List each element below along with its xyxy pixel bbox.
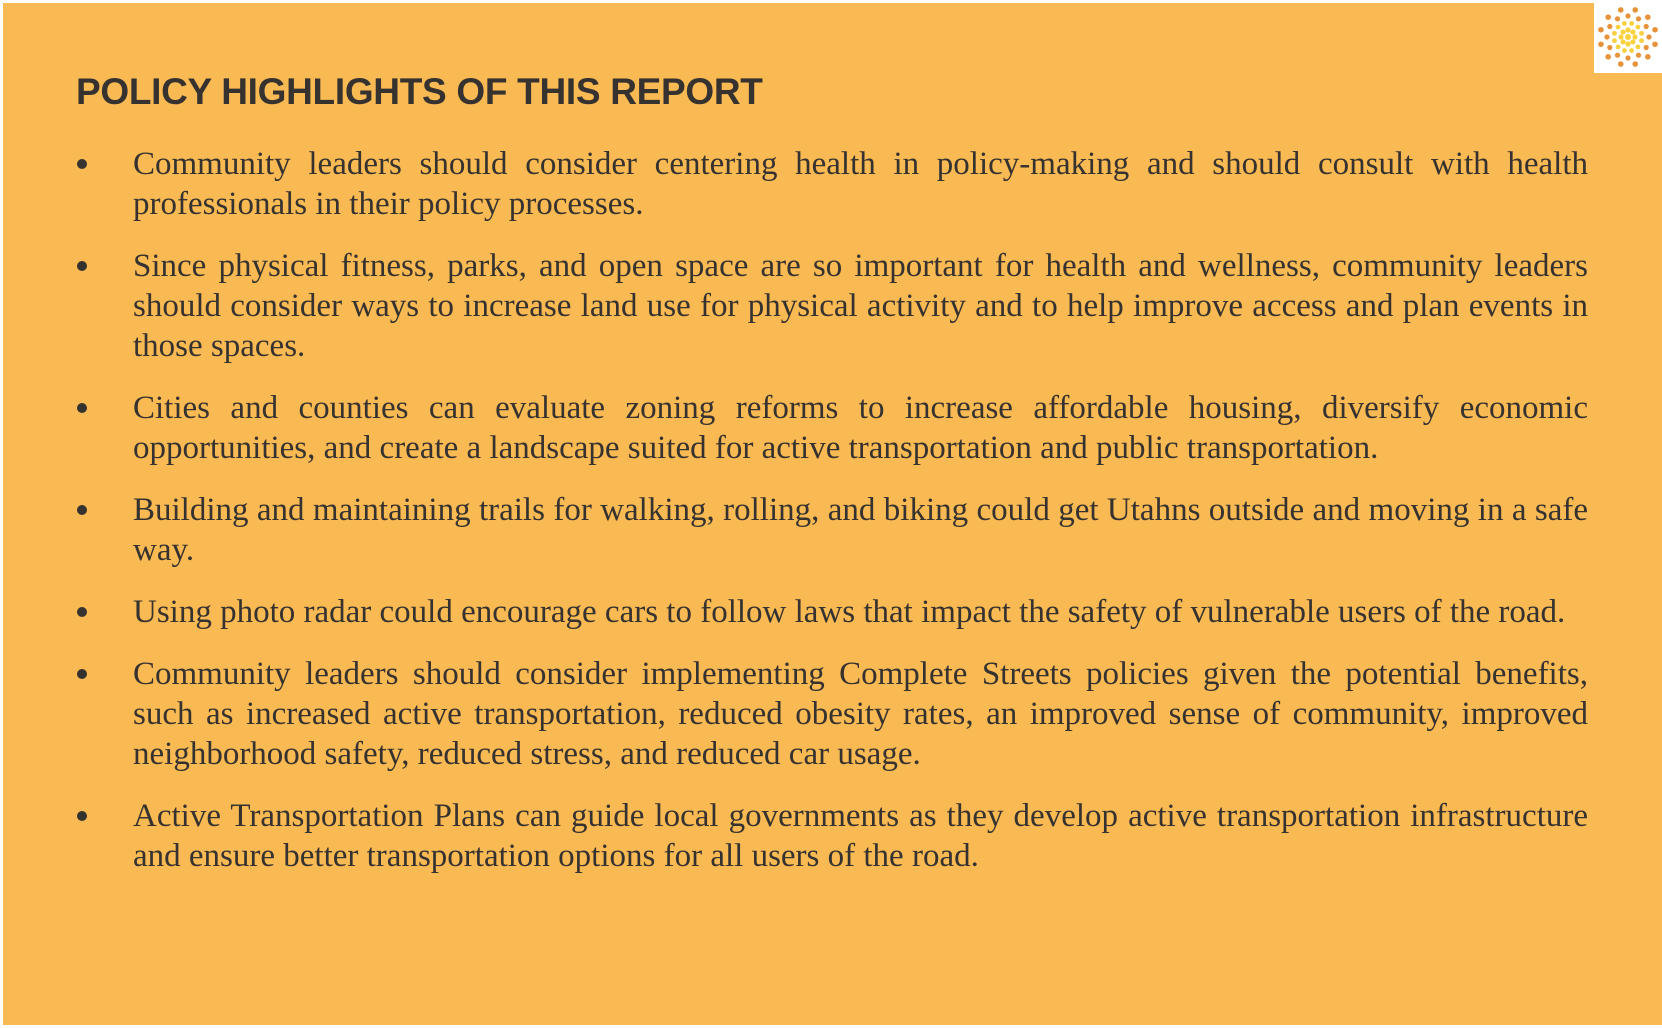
bullet-text: Community leaders should consider centering health in policy-making and should consult with health professionals in their policy processes.	[133, 146, 1588, 222]
logo-dot	[1652, 27, 1658, 33]
logo-dot	[1615, 53, 1620, 58]
bullet-icon	[77, 607, 87, 617]
logo-dot	[1616, 25, 1621, 30]
logo-dot	[1622, 48, 1627, 53]
logo-dot	[1620, 29, 1625, 34]
bullet-text: Using photo radar could encourage cars to follow laws that impact the safety of vulnerable users of the road.	[133, 594, 1566, 630]
logo-dot	[1605, 54, 1611, 60]
list-item	[73, 246, 1588, 366]
bullet-icon	[77, 159, 87, 169]
logo-dot	[1625, 27, 1630, 32]
logo-dot	[1645, 54, 1651, 60]
logo-dot	[1625, 41, 1630, 46]
logo	[1594, 3, 1662, 73]
logo-dot	[1630, 39, 1635, 44]
logo-dot	[1625, 34, 1631, 40]
sunburst-logo-icon	[1594, 3, 1662, 73]
logo-dot	[1598, 41, 1604, 47]
list-item	[73, 388, 1588, 468]
logo-dot	[1625, 13, 1630, 18]
bullet-icon	[77, 669, 87, 679]
logo-dot	[1652, 41, 1658, 47]
list-item	[73, 796, 1588, 876]
bullet-icon	[77, 811, 87, 821]
bullet-text: Community leaders should consider implementing Complete Streets policies given the potential benefits, such as increased active transportation, reduced obesity rates, an improved sense of community, improved neighborhood safety, reduced stress, and reduced car usage.	[133, 656, 1588, 772]
logo-dot	[1636, 16, 1641, 21]
bullet-icon	[77, 261, 87, 271]
logo-dot	[1644, 45, 1649, 50]
page-title: POLICY HIGHLIGHTS OF THIS REPORT	[76, 71, 763, 112]
logo-dot	[1618, 61, 1624, 67]
logo-dot	[1598, 27, 1604, 33]
logo-dot	[1644, 24, 1649, 29]
logo-dot	[1604, 34, 1609, 39]
list-item	[73, 654, 1588, 774]
logo-dot	[1616, 45, 1621, 50]
logo-dot	[1646, 34, 1651, 39]
policy-bullet-list	[73, 144, 1588, 898]
logo-dot	[1612, 31, 1617, 36]
logo-dot	[1629, 21, 1634, 26]
bullet-icon	[77, 505, 87, 515]
bullet-text: Building and maintaining trails for walking, rolling, and biking could get Utahns outside and moving in a safe way.	[133, 492, 1588, 568]
logo-dot	[1620, 39, 1625, 44]
logo-dot	[1618, 34, 1623, 39]
logo-dot	[1625, 55, 1630, 60]
bullet-text: Since physical fitness, parks, and open space are so important for health and wellness, community leaders should consider ways to increase land use for physical activity and to help improve access and plan events in those spaces.	[133, 248, 1588, 364]
logo-dot	[1612, 38, 1617, 43]
bullet-text: Cities and counties can evaluate zoning reforms to increase affordable housing, diversify economic opportunities, and create a landscape suited for active transportation and public transportation.	[133, 390, 1588, 466]
logo-dot	[1636, 45, 1641, 50]
logo-dot	[1645, 14, 1651, 20]
logo-dot	[1639, 31, 1644, 36]
logo-dot	[1618, 7, 1624, 13]
list-item	[73, 144, 1588, 224]
logo-dot	[1632, 61, 1638, 67]
logo-dot	[1607, 45, 1612, 50]
logo-dot	[1607, 24, 1612, 29]
logo-dot	[1629, 48, 1634, 53]
logo-dot	[1639, 38, 1644, 43]
logo-dot	[1615, 16, 1620, 21]
logo-dot	[1636, 25, 1641, 30]
bullet-text: Active Transportation Plans can guide local governments as they develop active transportation infrastructure and ensure better transportation options for all users of the road.	[133, 798, 1588, 874]
list-item	[73, 592, 1588, 632]
logo-dot	[1630, 29, 1635, 34]
bullet-icon	[77, 403, 87, 413]
logo-dot	[1622, 21, 1627, 26]
logo-dot	[1636, 53, 1641, 58]
logo-dot	[1632, 7, 1638, 13]
logo-dot	[1632, 34, 1637, 39]
list-item	[73, 490, 1588, 570]
logo-dot	[1605, 14, 1611, 20]
